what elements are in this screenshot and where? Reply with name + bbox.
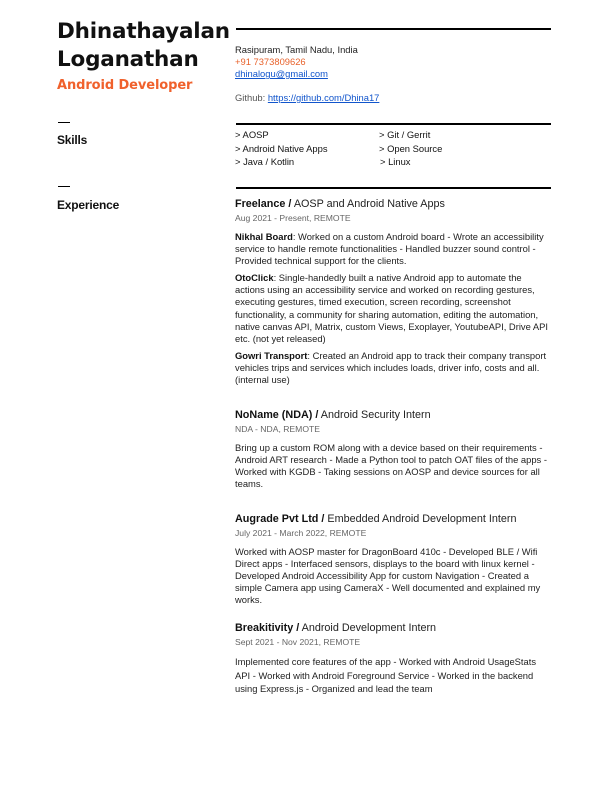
skill-item: > Git / Gerrit — [379, 129, 431, 140]
github-link[interactable]: https://github.com/Dhina17 — [267, 92, 380, 103]
project-name: Gowri Transport — [235, 349, 308, 361]
last-name: Loganathan — [57, 47, 199, 72]
skills-heading: Skills — [57, 133, 88, 147]
project-text: : Single-handedly built a native Android app to automate the actions using an accessibility service and worked on recording gestures, executing gestures, timed execution, screen recording, screenshot functionality, a community for sharing automation, editing the automation, native canvas API, Matrix, custom Views, Exoplayer, YoutubeAPI, Drive API etc. (not yet released) — [235, 272, 549, 344]
contact-block — [235, 44, 555, 104]
project-name: OtoClick — [235, 272, 274, 284]
github-row — [235, 92, 555, 104]
experience-heading: Experience — [57, 198, 120, 212]
job-dates-location: Aug 2021 - Present, REMOTE — [235, 213, 351, 223]
project-text: : Created an Android app to track their company transport vehicles trips and services which includes loads, driver info, costs and all. (internal use) — [235, 349, 547, 386]
experience-top-rule — [236, 187, 551, 189]
project-name: Nikhal Board — [235, 231, 293, 242]
job-dates-location: NDA - NDA, REMOTE — [235, 424, 320, 434]
first-name: Dhinathayalan — [57, 19, 230, 44]
skill-item: > Linux — [380, 156, 411, 167]
experience-entry-freelance — [235, 198, 553, 391]
project-text: : Worked on a custom Android board - Wrote an accessibility service to handle remote functionalities - Handled buzzer sound control - Provided technical support for the clients. — [235, 231, 544, 267]
skills-dash-divider — [58, 122, 70, 123]
experience-entry-noname — [235, 409, 553, 490]
job-description: Worked with AOSP master for DragonBoard 410c - Developed BLE / Wifi Direct apps - Interfaced sensors, displays to the board with linux kernel - Developed Android Accessibility App for custom Navigation - Created a simple Camera app using CameraX - Well documented and explained my works. — [235, 546, 541, 606]
job-dates-location: July 2021 - March 2022, REMOTE — [235, 528, 367, 538]
skill-item: > Java / Kotlin — [235, 156, 295, 167]
position-title: Android Development Intern — [299, 622, 437, 634]
company-name: Augrade Pvt Ltd / — [235, 513, 325, 525]
job-description: Implemented core features of the app - Worked with Android UsageStats API - Worked with Android Foreground Service - Worked in the backend using Express.js - Organized and lead the team — [235, 656, 537, 694]
company-name: Freelance / — [235, 198, 292, 210]
project-otoclick — [235, 272, 553, 345]
position-title: Android Security Intern — [318, 409, 431, 421]
job-title-line — [235, 409, 553, 422]
candidate-name — [57, 18, 230, 74]
project-nikhal-board — [235, 231, 553, 267]
location: Rasipuram, Tamil Nadu, India — [235, 44, 358, 55]
position-title: Embedded Android Development Intern — [324, 513, 517, 525]
experience-dash-divider — [58, 186, 70, 187]
job-dates-location: Sept 2021 - Nov 2021, REMOTE — [235, 637, 361, 647]
job-title-line — [235, 198, 553, 211]
job-role: Android Developer — [57, 78, 193, 93]
skills-column-2 — [379, 128, 442, 169]
job-description — [235, 231, 553, 386]
email-link[interactable]: dhinalogu@gmail.com — [235, 68, 328, 79]
skills-top-rule — [236, 123, 551, 125]
skill-item: > Open Source — [379, 142, 443, 154]
contact-top-rule — [236, 28, 551, 30]
skill-item: > AOSP — [235, 129, 269, 140]
company-name: Breakitivity / — [235, 622, 300, 634]
job-title-line — [235, 622, 553, 635]
experience-entry-augrade — [235, 513, 553, 606]
phone-number: +91 7373809626 — [235, 56, 306, 67]
project-gowri-transport — [235, 350, 553, 386]
job-description: Bring up a custom ROM along with a device based on their requirements - Android ART research - Made a Python tool to patch OAT files of the apps - Worked with KGDB - Taking sessions on AOSP and device sources for all teams. — [235, 442, 547, 490]
github-label: Github: — [235, 92, 268, 103]
experience-entry-breakitivity — [235, 622, 553, 696]
skills-column-1 — [235, 128, 328, 169]
company-name: NoName (NDA) / — [235, 409, 319, 421]
position-title: AOSP and Android Native Apps — [291, 198, 445, 210]
job-title-line — [235, 513, 553, 526]
skill-item: > Android Native Apps — [235, 142, 328, 154]
